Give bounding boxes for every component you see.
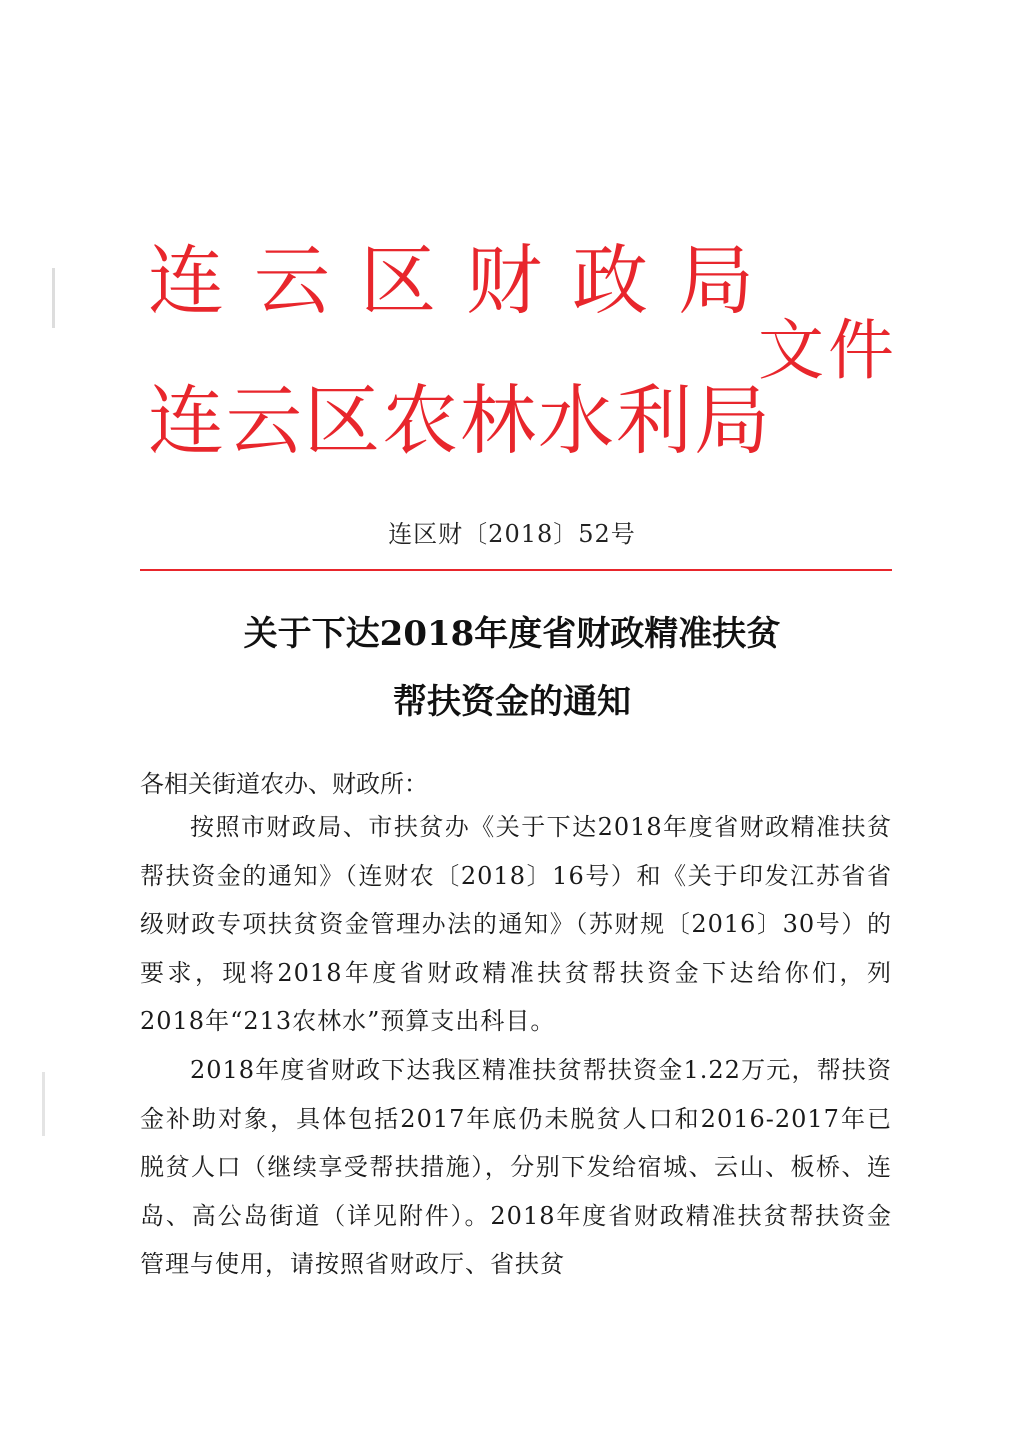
salutation: 各相关街道农办、财政所： [140,770,428,798]
document-suffix: 文件 [758,312,898,389]
body-paragraphs [140,803,892,1289]
issuing-org-finance-bureau: 连云区财政局 [148,236,784,325]
scan-binding-mark-bottom [42,1072,45,1136]
issuing-org-agriculture-bureau: 连云区农林水利局 [148,376,772,465]
document-number: 连区财〔2018〕52号 [388,520,636,548]
body-paragraph-2: 2018年度省财政下达我区精准扶贫帮扶资金1.22万元，帮扶资金补助对象，具体包括2017年底仍未脱贫人口和2016-2017年已脱贫人口（继续享受帮扶措施），分别下发给宿城、云山、板桥、连岛、高公岛街道（详见附件）。2018年度省财政精准扶贫帮扶资金管理与使用，请按照省财政厅、省扶贫 [140,1055,892,1279]
red-divider-line [140,569,892,571]
scan-binding-mark-top [52,268,55,328]
body-paragraph-1: 按照市财政局、市扶贫办《关于下达2018年度省财政精准扶贫帮扶资金的通知》（连财农〔2018〕16号）和《关于印发江苏省省级财政专项扶贫资金管理办法的通知》（苏财规〔2016〕30号）的要求，现将2018年度省财政精准扶贫帮扶资金下达给你们，列2018年“213农林水”预算支出科目。 [140,813,892,1036]
document-title-line-1: 关于下达2018年度省财政精准扶贫 [243,614,781,654]
document-title-line-2: 帮扶资金的通知 [393,682,631,722]
